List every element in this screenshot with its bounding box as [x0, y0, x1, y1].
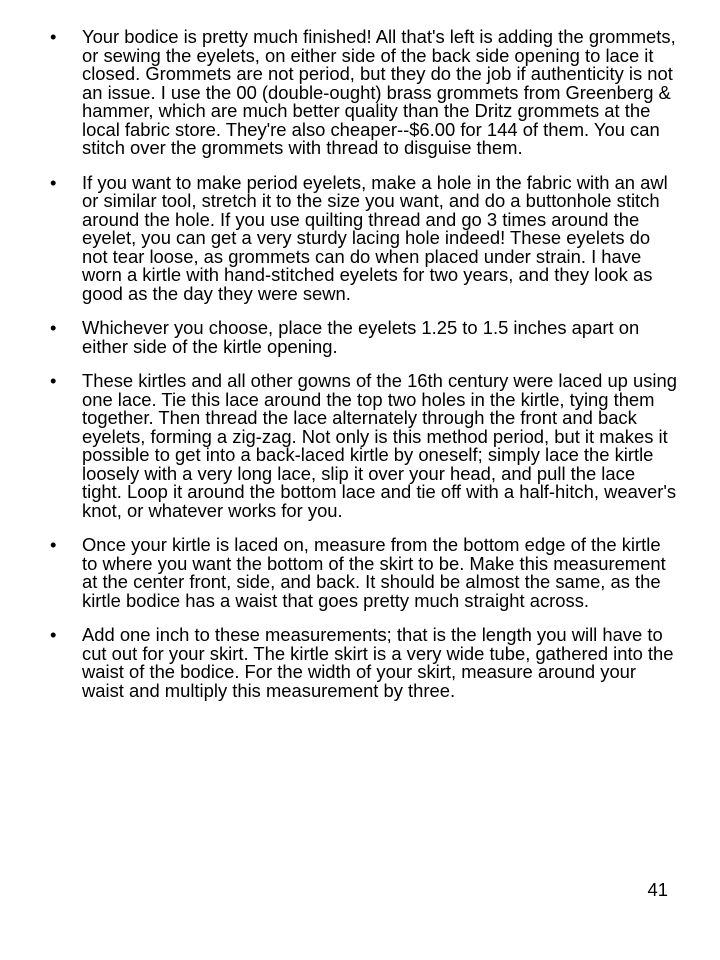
- list-item: [50, 372, 680, 520]
- list-item: [50, 626, 680, 700]
- paragraph-text: These kirtles and all other gowns of the 16th century were laced up using one lace. Tie this lace around the top two holes in the kirtle, tying them together. Then thread the lace alternately through the front and back eyelets, forming a zig-zag. Not only is this method period, but it makes it possible to get into a back-laced kirtle by oneself; simply lace the kirtle loosely with a very long lace, slip it over your head, and pull the lace tight. Loop it around the bottom lace and tie off with a half-hitch, weaver's knot, or whatever works for you.: [82, 370, 677, 521]
- list-item: [50, 319, 680, 356]
- bullet-icon: •: [50, 534, 57, 555]
- bullet-icon: •: [50, 370, 57, 391]
- list-item: [50, 28, 680, 158]
- list-item: [50, 536, 680, 610]
- bullet-icon: •: [50, 624, 57, 645]
- bullet-icon: •: [50, 317, 57, 338]
- bullet-icon: •: [50, 171, 57, 193]
- paragraph-text: Add one inch to these measurements; that is the length you will have to cut out for your skirt. The kirtle skirt is a very wide tube, gathered into the waist of the bodice. For the width of your skirt, measure around your waist and multiply this measurement by three.: [82, 624, 674, 701]
- list-item: [50, 171, 680, 304]
- paragraph-text: Your bodice is pretty much finished! All that's left is adding the grommets, or sewing the eyelets, on either side of the back side opening to lace it closed. Grommets are not period, but they do the job if authenticity is not an issue. I use the 00 (double-ought) brass grommets from Greenberg & hammer, which are much better quality than the Dritz grommets at the local fabric store. They're also cheaper--$6.00 for 144 of them. You can stitch over the grommets with thread to disguise them.: [82, 26, 676, 158]
- page-number: 41: [647, 879, 668, 900]
- paragraph-text: Once your kirtle is laced on, measure from the bottom edge of the kirtle to where you want the bottom of the skirt to be. Make this measurement at the center front, side, and back. It should be almost the same, as the kirtle bodice has a waist that goes pretty much straight across.: [82, 534, 666, 611]
- bullet-icon: •: [50, 26, 57, 47]
- paragraph-text: If you want to make period eyelets, make a hole in the fabric with an awl or similar tool, stretch it to the size you want, and do a buttonhole stitch around the hole. If you use quilting thread and go 3 times around the eyelet, you can get a very sturdy lacing hole indeed! These eyelets do not tear loose, as grommets can do when placed under strain. I have worn a kirtle with hand-stitched eyelets for two years, and they look as good as the day they were sewn.: [82, 171, 668, 304]
- paragraph-text: Whichever you choose, place the eyelets 1.25 to 1.5 inches apart on either side of the kirtle opening.: [82, 317, 640, 357]
- instruction-list: [50, 28, 680, 716]
